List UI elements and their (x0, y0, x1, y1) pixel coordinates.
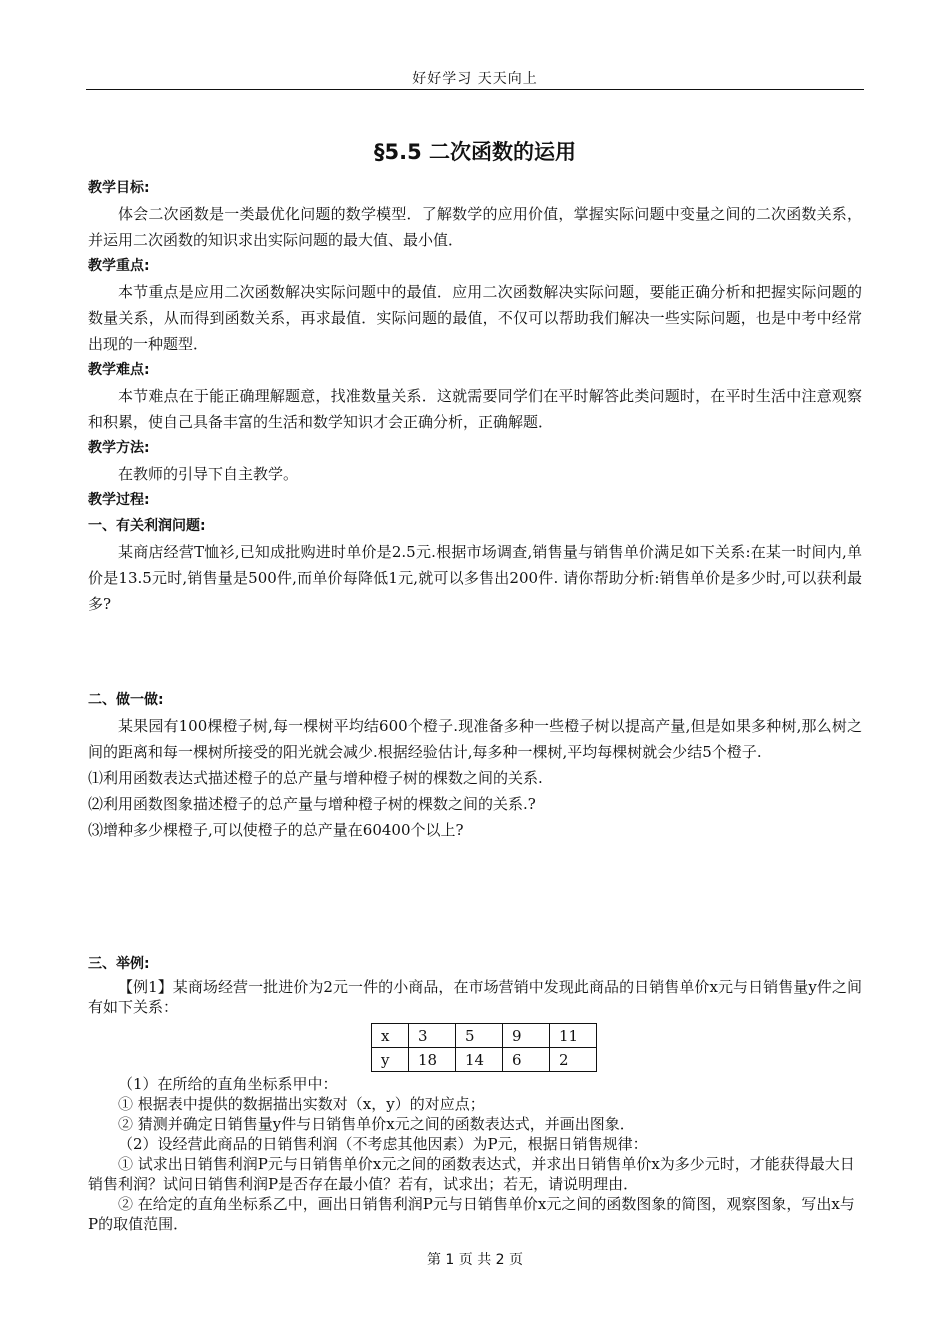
method-heading: 教学方法: (88, 440, 150, 456)
table-cell: 18 (409, 1048, 456, 1072)
example-block (88, 977, 862, 1234)
table-cell: 11 (550, 1024, 597, 1048)
example-intro: 【例1】某商场经营一批进价为2元一件的小商品，在市场营销中发现此商品的日销售单价x元与日销售量y件之间有如下关系： (88, 978, 862, 1016)
section3-heading: 三、举例: (88, 956, 150, 972)
header-divider (86, 89, 864, 90)
table-row (372, 1048, 597, 1072)
example-line: （2）设经营此商品的日销售利润（不考虑其他因素）为P元，根据日销售规律： (118, 1135, 648, 1153)
difficulties-heading: 教学难点: (88, 362, 150, 378)
objectives-text: 体会二次函数是一类最优化问题的数学模型．了解数学的应用价值，掌握实际问题中变量之间的二次函数关系，并运用二次函数的知识求出实际问题的最大值、最小值． (88, 205, 862, 249)
example-line: ① 试求出日销售利润P元与日销售单价x元之间的函数表达式，并求出日销售单价x为多少元时，才能获得最大日销售利润？试问日销售利润P是否存在最小值？若有，试求出；若无，请说明理由． (88, 1155, 855, 1193)
example-line: ① 根据表中提供的数据描出实数对（x，y）的对应点； (118, 1095, 485, 1113)
table-cell: 5 (456, 1024, 503, 1048)
example-line: ② 猜测并确定日销售量y件与日销售单价x元之间的函数表达式，并画出图象． (118, 1115, 635, 1133)
document-body (88, 175, 862, 1234)
answer-space (88, 843, 862, 951)
table-cell: 2 (550, 1048, 597, 1072)
section2-heading: 二、做一做: (88, 692, 164, 708)
example-line: ② 在给定的直角坐标系乙中，画出日销售利润P元与日销售单价x元之间的函数图象的简图，观察图象，写出x与P的取值范围． (88, 1195, 855, 1233)
table-cell: 14 (456, 1048, 503, 1072)
section1-heading: 一、有关利润问题: (88, 518, 206, 534)
answer-space (88, 617, 862, 687)
key-points-heading: 教学重点: (88, 258, 150, 274)
page-title: §5.5 二次函数的运用 (373, 140, 576, 164)
data-table (371, 1023, 597, 1072)
section2-text: 某果园有100棵橙子树,每一棵树平均结600个橙子.现准备多种一些橙子树以提高产量,但是如果多种树,那么树之间的距离和每一棵树所接受的阳光就会减少.根据经验估计,每多种一棵树,平均每棵树就会少结5个橙子. (88, 717, 862, 761)
difficulties-text: 本节难点在于能正确理解题意，找准数量关系．这就需要同学们在平时解答此类问题时，在平时生活中注意观察和积累，使自己具备丰富的生活和数学知识才会正确分析，正确解题． (88, 387, 862, 431)
page-footer: 第 1 页 共 2 页 (426, 1252, 524, 1268)
method-text: 在教师的引导下自主教学。 (118, 465, 299, 483)
table-cell: 9 (503, 1024, 550, 1048)
section2-item: ⑵利用函数图象描述橙子的总产量与增种橙子树的棵数之间的关系.? (88, 795, 536, 813)
table-cell: 6 (503, 1048, 550, 1072)
page-header: 好好学习 天天向上 (412, 71, 538, 87)
section2-item: ⑶增种多少棵橙子,可以使橙子的总产量在60400个以上? (88, 821, 464, 839)
objectives-heading: 教学目标: (88, 180, 150, 196)
process-heading: 教学过程: (88, 492, 150, 508)
table-row (372, 1024, 597, 1048)
key-points-text: 本节重点是应用二次函数解决实际问题中的最值．应用二次函数解决实际问题，要能正确分析和把握实际问题的数量关系，从而得到函数关系，再求最值．实际问题的最值，不仅可以帮助我们解决一些实际问题，也是中考中经常出现的一种题型． (88, 283, 862, 353)
table-cell: 3 (409, 1024, 456, 1048)
section1-text: 某商店经营T恤衫,已知成批购进时单价是2.5元.根据市场调查,销售量与销售单价满足如下关系:在某一时间内,单价是13.5元时,销售量是500件,而单价每降低1元,就可以多售出200件. 请你帮助分析:销售单价是多少时,可以获利最多? (88, 543, 862, 613)
table-cell: y (372, 1048, 409, 1072)
section2-item: ⑴利用函数表达式描述橙子的总产量与增种橙子树的棵数之间的关系. (88, 769, 543, 787)
example-line: （1）在所给的直角坐标系甲中： (118, 1075, 338, 1093)
table-cell: x (372, 1024, 409, 1048)
